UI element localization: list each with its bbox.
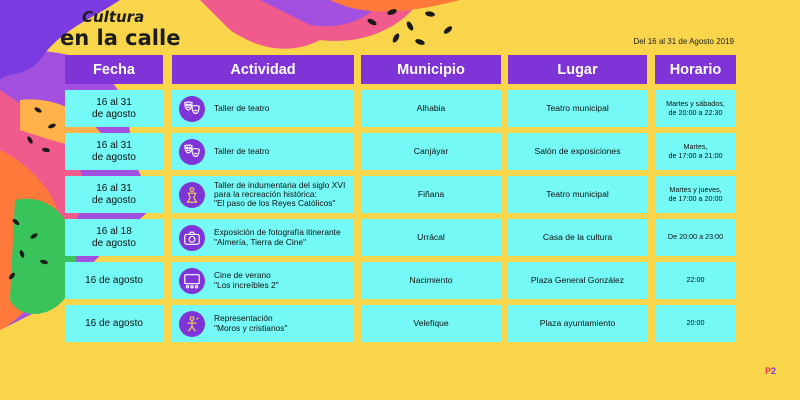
cell-lugar: Teatro municipal (508, 90, 647, 127)
header-municipio: Municipio (361, 55, 501, 84)
cell-actividad (172, 133, 354, 170)
cell-horario: Martes y jueves, de 17:00 a 20:00 (655, 176, 736, 213)
activity-label: Representación "Moros y cristianos" (214, 313, 288, 333)
cell-horario: Martes y sábados, de 20:00 a 22:30 (655, 90, 736, 127)
activity-label: Taller de teatro (214, 145, 270, 156)
cell-actividad (172, 176, 354, 213)
header-fecha: Fecha (65, 55, 163, 84)
cell-lugar: Casa de la cultura (508, 219, 647, 256)
camera-icon (179, 225, 205, 251)
header-actividad: Actividad (172, 55, 354, 84)
theater-masks-icon (179, 96, 205, 122)
activity-label: Taller de indumentaria del siglo XVI para la recreación histórica: "El paso de los Reyes Católicos" (214, 179, 346, 209)
cell-horario: 22:00 (655, 262, 736, 299)
cell-horario: Martes, de 17:00 a 21:00 (655, 133, 736, 170)
header-horario: Horario (655, 55, 736, 84)
cell-actividad (172, 262, 354, 299)
cell-lugar: Salón de exposiciones (508, 133, 647, 170)
page-digit: 2 (770, 366, 776, 376)
cell-lugar: Plaza General González (508, 262, 647, 299)
costume-figure-icon (179, 182, 205, 208)
cell-fecha: 16 al 18 de agosto (65, 219, 163, 256)
cell-fecha: 16 de agosto (65, 262, 163, 299)
activity-label: Taller de teatro (214, 102, 270, 113)
cell-fecha: 16 al 31 de agosto (65, 176, 163, 213)
cell-actividad (172, 219, 354, 256)
cell-fecha: 16 al 31 de agosto (65, 133, 163, 170)
date-range: Del 16 al 31 de Agosto 2019 (633, 37, 734, 46)
cell-horario: 20:00 (655, 305, 736, 342)
moors-christians-icon (179, 311, 205, 337)
cell-actividad (172, 90, 354, 127)
logo-line-1: Cultura (82, 8, 145, 26)
page-number (765, 366, 776, 376)
cell-municipio: Canjáyar (361, 133, 501, 170)
page-prefix: P (764, 366, 771, 376)
cell-fecha: 16 de agosto (65, 305, 163, 342)
cell-municipio: Alhabia (361, 90, 501, 127)
theater-masks-icon (179, 139, 205, 165)
cinema-screen-icon (179, 268, 205, 294)
activity-label: Cine de verano "Los increíbles 2" (214, 270, 279, 290)
activity-label: Exposición de fotografía itinerante "Almería, Tierra de Cine" (214, 227, 341, 247)
cell-municipio: Urrácal (361, 219, 501, 256)
cell-municipio: Fiñana (361, 176, 501, 213)
cell-fecha: 16 al 31 de agosto (65, 90, 163, 127)
cell-lugar: Teatro municipal (508, 176, 647, 213)
header-lugar: Lugar (508, 55, 647, 84)
cell-municipio: Velefique (361, 305, 501, 342)
cell-horario: De 20:00 a 23:00 (655, 219, 736, 256)
cell-lugar: Plaza ayuntamiento (508, 305, 647, 342)
cell-actividad (172, 305, 354, 342)
cell-municipio: Nacimiento (361, 262, 501, 299)
logo-line-2: en la calle (60, 26, 181, 50)
